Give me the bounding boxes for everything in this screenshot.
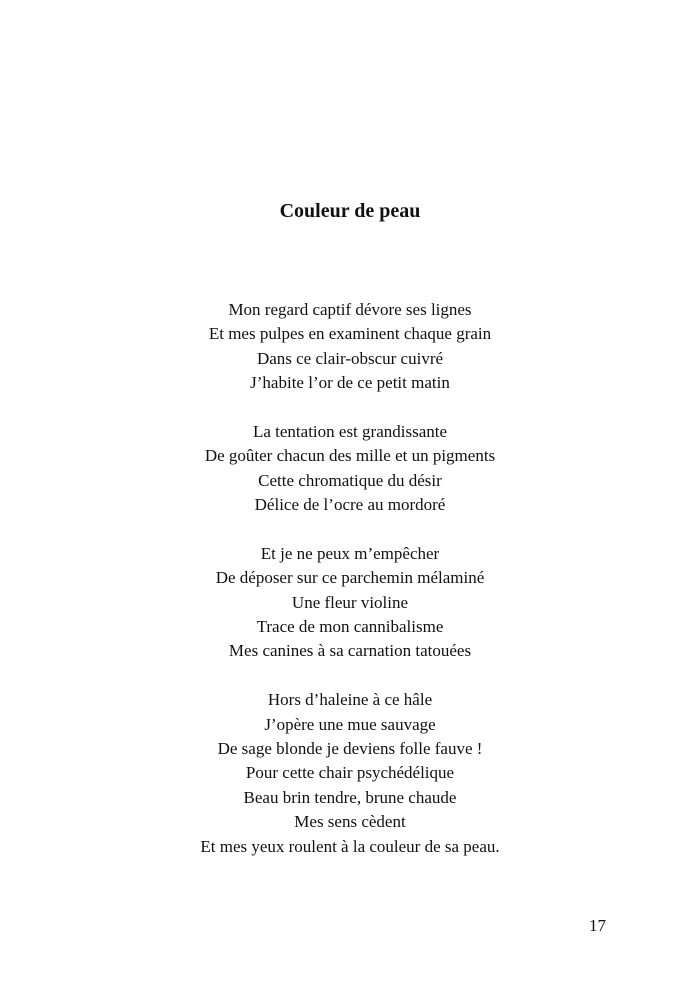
poem-line: Et mes pulpes en examinent chaque grain bbox=[208, 324, 492, 344]
poem-line: Dans ce clair-obscur cuivré bbox=[256, 348, 444, 368]
stanza bbox=[0, 420, 700, 518]
poem-line: Une fleur violine bbox=[291, 592, 409, 612]
poem-line: Mes canines à sa carnation tatouées bbox=[228, 641, 472, 661]
poem-line: De déposer sur ce parchemin mélaminé bbox=[215, 568, 485, 588]
poem-line: Beau brin tendre, brune chaude bbox=[243, 787, 457, 807]
poem-line: Trace de mon cannibalisme bbox=[256, 617, 444, 637]
poem-line: De goûter chacun des mille et un pigments bbox=[204, 446, 496, 466]
poem-line: Délice de l’ocre au mordoré bbox=[254, 495, 446, 515]
poem-line: Pour cette chair psychédélique bbox=[245, 763, 455, 783]
stanza bbox=[0, 542, 700, 664]
page-number: 17 bbox=[589, 916, 606, 935]
stanza bbox=[0, 298, 700, 396]
poem-body bbox=[0, 298, 700, 883]
poem-line: De sage blonde je deviens folle fauve ! bbox=[217, 739, 483, 759]
poem-line: Cette chromatique du désir bbox=[258, 470, 442, 490]
poem-line: Et je ne peux m’empêcher bbox=[260, 543, 440, 563]
poem-line: Et mes yeux roulent à la couleur de sa peau. bbox=[200, 836, 500, 856]
poem-line: Mes sens cèdent bbox=[294, 812, 406, 832]
poem-line: Hors d’haleine à ce hâle bbox=[267, 690, 433, 710]
poem-line: J’habite l’or de ce petit matin bbox=[250, 373, 450, 393]
poem-line: La tentation est grandissante bbox=[252, 421, 448, 441]
stanza bbox=[0, 688, 700, 859]
poem-title: Couleur de peau bbox=[279, 200, 421, 222]
poem-line: J’opère une mue sauvage bbox=[264, 714, 436, 734]
poem-line: Mon regard captif dévore ses lignes bbox=[228, 300, 472, 319]
